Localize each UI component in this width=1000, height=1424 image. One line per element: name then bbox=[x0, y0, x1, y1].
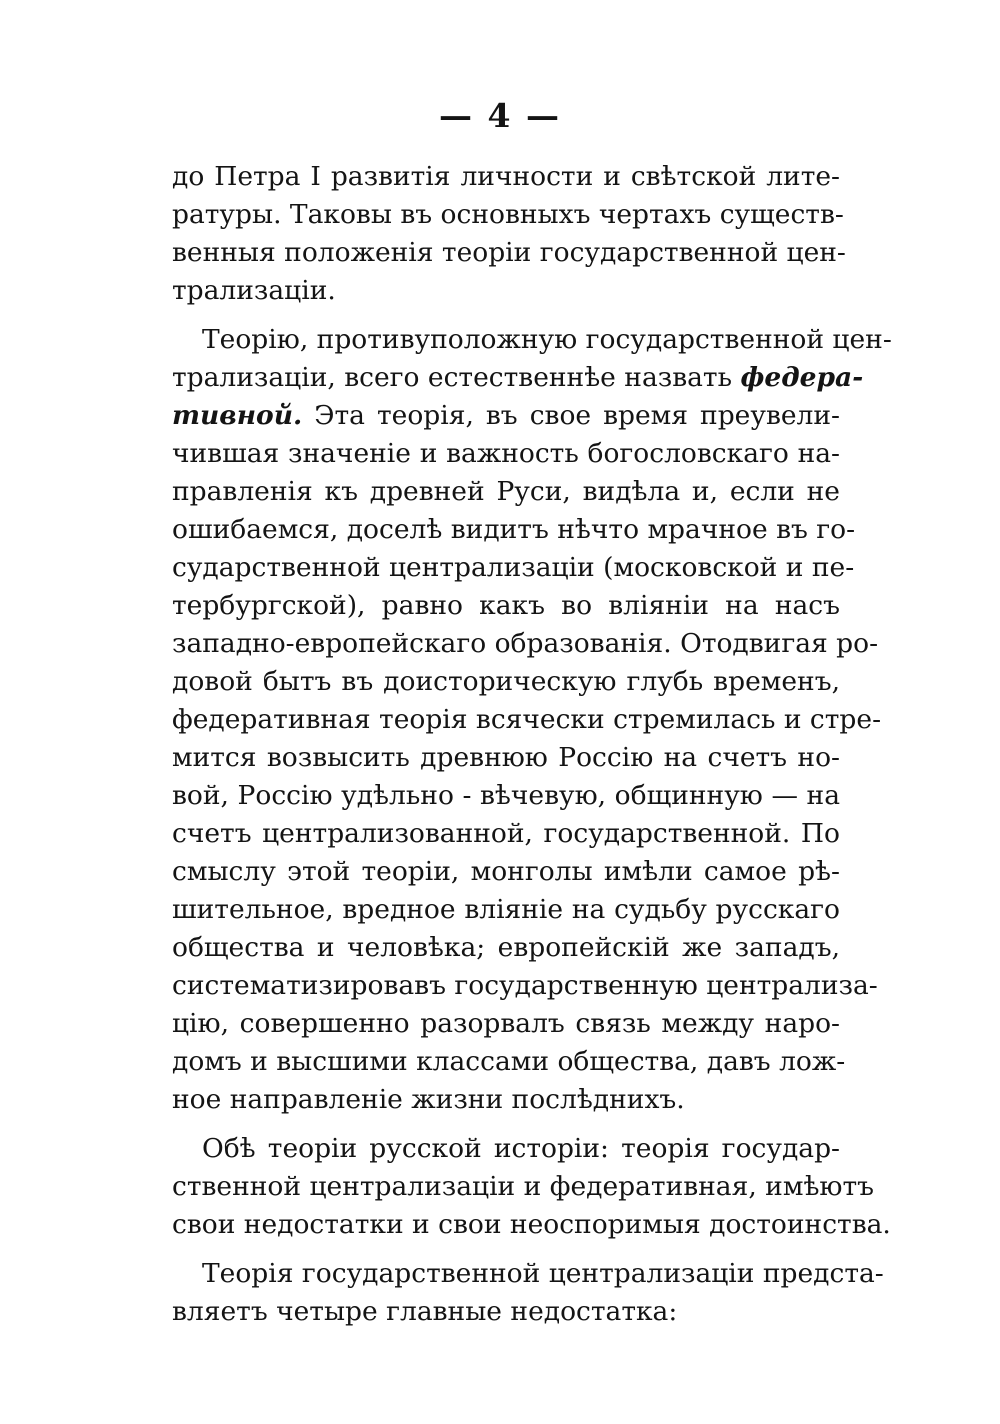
text-line-part: Эта теорія, въ свое время преувели- bbox=[302, 400, 840, 431]
page-number: — 4 — bbox=[439, 96, 561, 135]
text-line: чившая значеніе и важность богословскаго на- bbox=[172, 438, 840, 469]
text-line: сударственной централизаціи (московской и пе- bbox=[172, 552, 855, 583]
paragraph-gap bbox=[172, 310, 840, 321]
text-line: Теорія государственной централизаціи предста- bbox=[202, 1258, 884, 1289]
text-line: до Петра I развитія личности и свѣтской лите- bbox=[172, 161, 840, 192]
text-line-part: трализаціи, всего естественнѣе назвать bbox=[172, 362, 733, 393]
text-line: вой, Россію удѣльно - вѣчевую, общинную — на bbox=[172, 780, 840, 811]
italic-word: федера- bbox=[740, 362, 864, 393]
text-line: цію, совершенно разорвалъ связь между наро- bbox=[172, 1008, 840, 1039]
text-line: федеративная теорія всячески стремилась и стре- bbox=[172, 704, 882, 735]
body-text bbox=[172, 158, 892, 1331]
text-line: Теорію, противуположную государственной цен- bbox=[202, 324, 892, 355]
text-line: венныя положенія теоріи государственной цен- bbox=[172, 237, 846, 268]
text-line: ратуры. Таковы въ основныхъ чертахъ существ- bbox=[172, 199, 844, 230]
text-line: тербургской), равно какъ во вліяніи на насъ bbox=[172, 590, 840, 621]
text-line: правленія къ древней Руси, видѣла и, если не bbox=[172, 476, 840, 507]
text-line: свои недостатки и свои неоспоримыя достоинства. bbox=[172, 1209, 891, 1240]
text-line: ное направленіе жизни послѣднихъ. bbox=[172, 1084, 685, 1115]
paragraph-gap bbox=[172, 1119, 840, 1130]
italic-word: тивной. bbox=[172, 400, 303, 431]
text-line: трализаціи. bbox=[172, 275, 336, 306]
text-line: систематизировавъ государственную централиза- bbox=[172, 970, 878, 1001]
text-line: шительное, вредное вліяніе на судьбу русскаго bbox=[172, 894, 840, 925]
paragraph-gap bbox=[172, 1244, 840, 1255]
text-line: ственной централизаціи и федеративная, имѣютъ bbox=[172, 1171, 875, 1202]
text-line: ошибаемся, доселѣ видитъ нѣчто мрачное въ го- bbox=[172, 514, 856, 545]
text-line: довой бытъ въ доисторическую глубь временъ, bbox=[172, 666, 840, 697]
text-line: мится возвысить древнюю Россію на счетъ но- bbox=[172, 742, 840, 773]
text-line: общества и человѣка; европейскій же западъ, bbox=[172, 932, 840, 963]
text-line: смыслу этой теоріи, монголы имѣли самое рѣ- bbox=[172, 856, 840, 887]
text-line: счетъ централизованной, государственной. По bbox=[172, 818, 840, 849]
text-line: западно-европейскаго образованія. Отодвигая ро- bbox=[172, 628, 879, 659]
text-line bbox=[172, 397, 840, 435]
text-line: вляетъ четыре главные недостатка: bbox=[172, 1296, 678, 1327]
text-line: Обѣ теоріи русской исторіи: теорія государ- bbox=[202, 1133, 840, 1164]
text-line bbox=[172, 359, 864, 397]
text-line: домъ и высшими классами общества, давъ лож- bbox=[172, 1046, 846, 1077]
